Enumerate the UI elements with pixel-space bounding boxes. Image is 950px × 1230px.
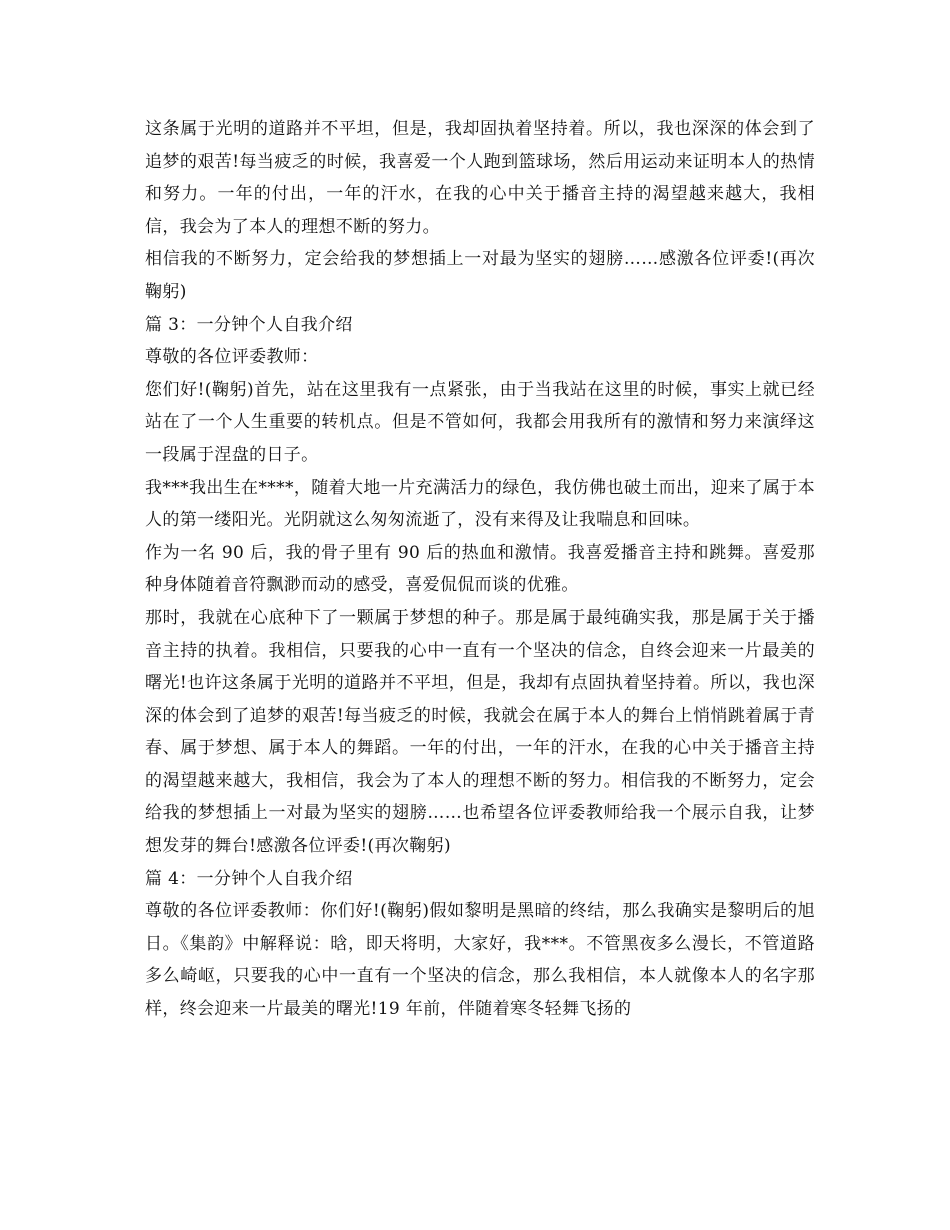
section-heading: 篇 3：一分钟个人自我介绍 xyxy=(145,314,353,335)
paragraph: 相信我的不断努力，定会给我的梦想插上一对最为坚实的翅膀……感激各位评委!(再次鞠躬) xyxy=(145,249,815,302)
paragraph: 我***我出生在****，随着大地一片充满活力的绿色，我仿佛也破土而出，迎来了属于本人的第一缕阳光。光阴就这么匆匆流逝了，没有来得及让我喘息和回味。 xyxy=(145,477,815,531)
document-page xyxy=(145,113,815,1026)
paragraph: 尊敬的各位评委教师：你们好!(鞠躬)假如黎明是黑暗的终结，那么我确实是黎明后的旭日。《集韵》中解释说：晗，即天将明，大家好，我***。不管黑夜多么漫长，不管道路多么崎岖，只要我的心中一直有一个坚决的信念，那么我相信，本人就像本人的名字那样，终会迎来一片最美的曙光!19 年前，伴随着寒冬轻舞飞扬的 xyxy=(145,901,815,1020)
salutation: 尊敬的各位评委教师： xyxy=(145,347,319,368)
paragraph: 这条属于光明的道路并不平坦，但是，我却固执着坚持着。所以，我也深深的体会到了追梦的艰苦!每当疲乏的时候，我喜爱一个人跑到篮球场，然后用运动来证明本人的热情和努力。一年的付出，一年的汗水，在我的心中关于播音主持的渴望越来越大，我相信，我会为了本人的理想不断的努力。 xyxy=(145,119,815,237)
paragraph: 作为一名 90 后，我的骨子里有 90 后的热血和激情。我喜爱播音主持和跳舞。喜爱那种身体随着音符飘渺而动的感受，喜爱侃侃而谈的优雅。 xyxy=(145,542,815,596)
section-heading: 篇 4：一分钟个人自我介绍 xyxy=(145,868,353,889)
paragraph: 您们好!(鞠躬)首先，站在这里我有一点紧张，由于当我站在这里的时候，事实上就已经站在了一个人生重要的转机点。但是不管如何，我都会用我所有的激情和努力来演绎这一段属于涅盘的日子。 xyxy=(145,379,815,465)
paragraph: 那时，我就在心底种下了一颗属于梦想的种子。那是属于最纯确实我，那是属于关于播音主持的执着。我相信，只要我的心中一直有一个坚决的信念，自终会迎来一片最美的曙光!也许这条属于光明的道路并不平坦，但是，我却有点固执着坚持着。所以，我也深深的体会到了追梦的艰苦!每当疲乏的时候，我就会在属于本人的舞台上悄悄跳着属于青春、属于梦想、属于本人的舞蹈。一年的付出，一年的汗水，在我的心中关于播音主持的渴望越来越大，我相信，我会为了本人的理想不断的努力。相信我的不断努力，定会给我的梦想插上一对最为坚实的翅膀……也希望各位评委教师给我一个展示自我，让梦想发芽的舞台!感激各位评委!(再次鞠躬) xyxy=(145,607,815,857)
